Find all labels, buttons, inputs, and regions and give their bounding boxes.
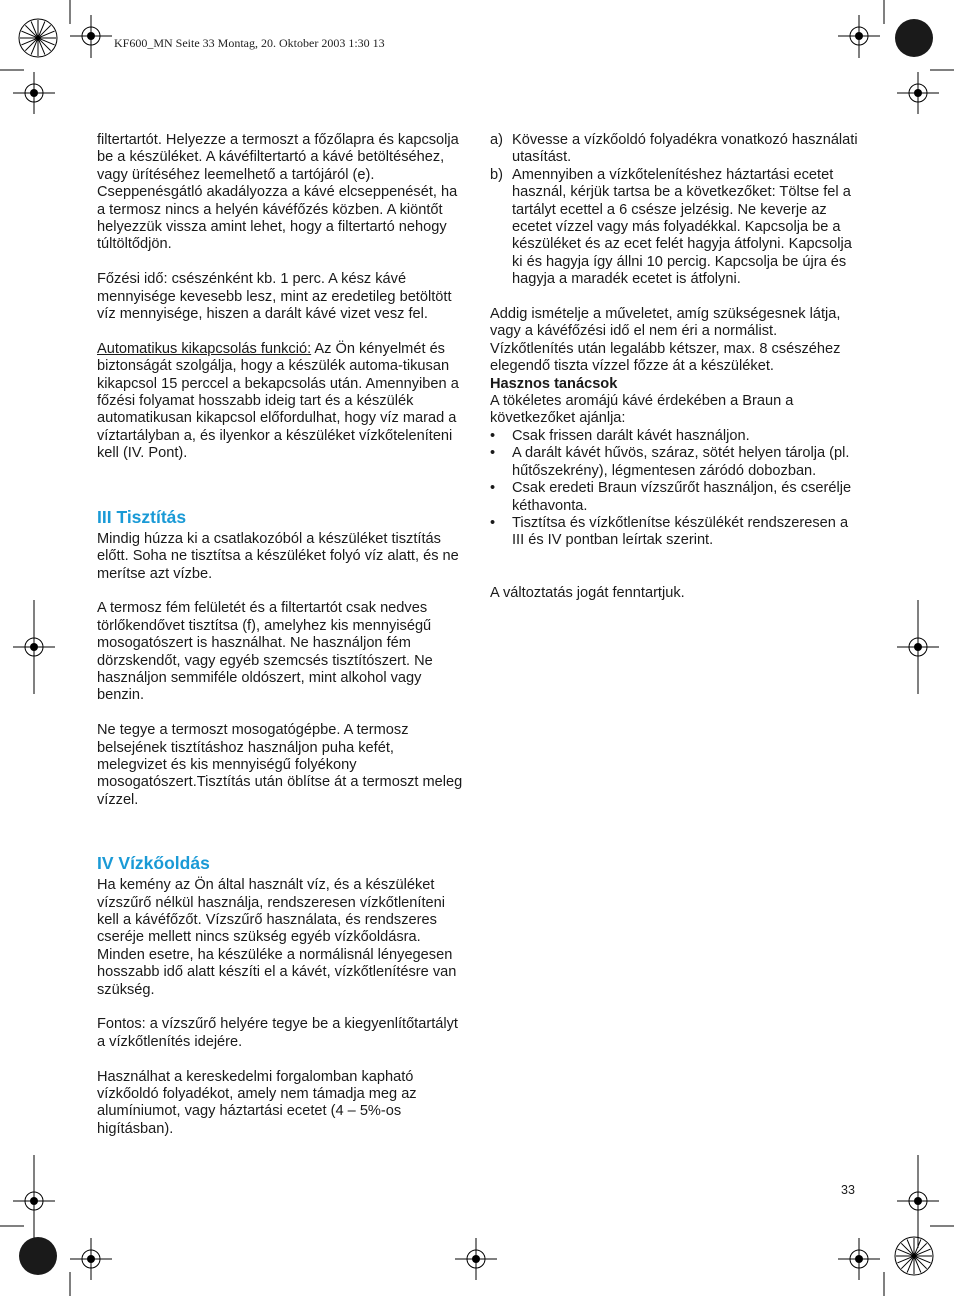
reserve-note: A változtatás jogát fenntartjuk. [490, 584, 685, 601]
bullet: • [490, 514, 496, 531]
dot-target-icon [19, 1237, 57, 1275]
cleaning-paragraph: Mindig húzza ki a csatlakozóból a készüléket tisztítás előtt. Soha ne tisztítsa a készüléket folyó víz alatt, és ne merítse azt vízbe. [97, 530, 459, 582]
list-item [490, 515, 858, 550]
descaling-paragraph: Használhat a kereskedelmi forgalomban kapható vízkőoldó folyadékot, amely nem támadja meg az alumíniumot, vagy háztartási ecetet (4 – 5%-os higításban). [97, 1068, 417, 1137]
step-marker: a) [490, 132, 503, 148]
list-item [490, 167, 858, 289]
bullet: • [490, 480, 496, 497]
auto-off-paragraph [97, 341, 465, 463]
intro-paragraph: filtertartót. Helyezze a termoszt a főzőlapra és kapcsolja be a készüléket. A kávéfiltertartó a kávé betöltéséhez, vagy ürítéséhez leemelhető a tartójáról (e). Cseppenésgátló akadályozza a kávé elcseppenését, ha a termosz nincs a helyén kávéfőzés közben. A kiöntőt helyezzük vissza amint lehet, hogy a filtertartó nehogy túltöltődjön. [97, 132, 459, 253]
tips-heading: Hasznos tanácsok [490, 375, 618, 392]
crosshair-icon [838, 1238, 880, 1280]
tip-text: Csak frissen darált kávét használjon. [512, 427, 750, 444]
tip-text: Tisztítsa és vízkőtlenítse készülékét rendszeresen a III és IV pontban leírtak szerint. [512, 514, 849, 549]
list-item [490, 445, 858, 480]
tips-intro: A tökéletes aromájú kávé érdekében a Braun a következőket ajánlja: [490, 393, 794, 427]
crosshair-icon [13, 72, 55, 114]
print-slug: KF600_MN Seite 33 Montag, 20. Oktober 2003 1:30 13 [114, 36, 385, 50]
list-item [490, 428, 858, 445]
step-marker: b) [490, 166, 503, 183]
crosshair-icon [70, 1238, 112, 1280]
repeat-paragraph: Addig ismételje a műveletet, amíg szükségesnek látja, vagy a kávéfőzési idő el nem éri a normálist. Vízkőtlenítés után legalább kétszer, max. 8 csészéhez elegendő tiszta vízzel főzze át a készüléket. [490, 306, 841, 375]
crosshair-icon [70, 15, 112, 58]
tip-text: A darált kávét hűvös, száraz, sötét helyen tárolja (pl. hűtőszekrény), légmentesen záródó dobozban. [512, 445, 850, 479]
tip-text: Csak eredeti Braun vízszűrőt használjon, és cserélje kéthavonta. [512, 480, 852, 514]
step-text: Kövesse a vízkőoldó folyadékra vonatkozó használati utasítást. [512, 132, 858, 166]
crosshair-icon [838, 15, 880, 58]
descaling-paragraph: Fontos: a vízszűrő helyére tegye be a kiegyenlítőtartályt a vízkőtlenítés idejére. [97, 1016, 458, 1050]
cleaning-heading: III Tisztítás [97, 506, 187, 527]
bullet: • [490, 427, 496, 444]
cleaning-paragraph: Ne tegye a termoszt mosogatógépbe. A termosz belsejének tisztításhoz használjon puha kefét, melegvizet és kis mennyiségű folyékony mosogatószert.Tisztítás után öblítse át a termoszt meleg vízzel. [97, 722, 463, 808]
star-target-icon [19, 19, 57, 57]
crosshair-icon [455, 1238, 497, 1280]
bullet: • [490, 445, 496, 462]
step-text: Amennyiben a vízkőtelenítéshez háztartási ecetet használ, kérjük tartsa be a következőket: Töltse fel a tartályt ecettel a 6 csésze jelzésig. Ne keverje az ecetet vízzel vagy más folyadékkal. Kapcsolja be a készüléket és az ecet felét hagyja átfolyni. Kapcsolja ki és hagyja így állni 10 percig. Kapcsolja be újra és hagyja a maradék ecetet is átfolyni. [512, 166, 852, 288]
cleaning-paragraph: A termosz fém felületét és a filtertartót csak nedves törlőkendővet tisztítsa (f), amelyhez kis mennyiségű mosogatószert is használhat. Ne használjon fém dörzskendőt, vagy egyéb szemcsés tisztítószert. Ne használjon semmiféle oldószert, mint alkohol vagy benzin. [97, 600, 433, 704]
descaling-heading: IV Vízkőoldás [97, 853, 210, 874]
right-column [490, 132, 858, 602]
list-item [490, 132, 858, 167]
dot-target-icon [895, 19, 933, 57]
page-number: 33 [841, 1183, 855, 1197]
left-column [97, 132, 465, 1138]
auto-off-label: Automatikus kikapcsolás funkció: [97, 340, 312, 357]
brewing-time-paragraph: Főzési idő: csészénként kb. 1 perc. A kész kávé mennyisége kevesebb lesz, mint az eredetileg betöltött víz mennyisége, hiszen a darált kávé vizet vesz fel. [97, 271, 452, 323]
crosshair-icon [897, 72, 939, 114]
star-target-icon [895, 1237, 933, 1275]
descaling-paragraph: Ha kemény az Ön által használt víz, és a készüléket vízszűrő nélkül használja, rendszeresen vízkőtleníteni kell a kávéfőzőt. Vízszűrő használata, és rendszeres cseréje mellett nincs szükség egyéb vízkőoldásra. Minden esetre, ha készüléke a normálisnál lényegesen hosszabb idő alatt készíti el a kávét, vízkőtlenítésre van szükség. [97, 877, 457, 998]
list-item [490, 480, 858, 515]
auto-off-text: Az Ön kényelmét és biztonságát szolgálja, hogy a készülék automa-tikusan kikapcsol 15 perccel a bekapcsolás után. Amennyiben a főzési folyamat hosszabb ideig tart és a készülék automatikusan kikapcsol előfordulhat, hogy víz marad a víztartályban a, és ilyenkor a készüléket vízkőteleníteni kell (IV. Pont). [97, 340, 459, 462]
